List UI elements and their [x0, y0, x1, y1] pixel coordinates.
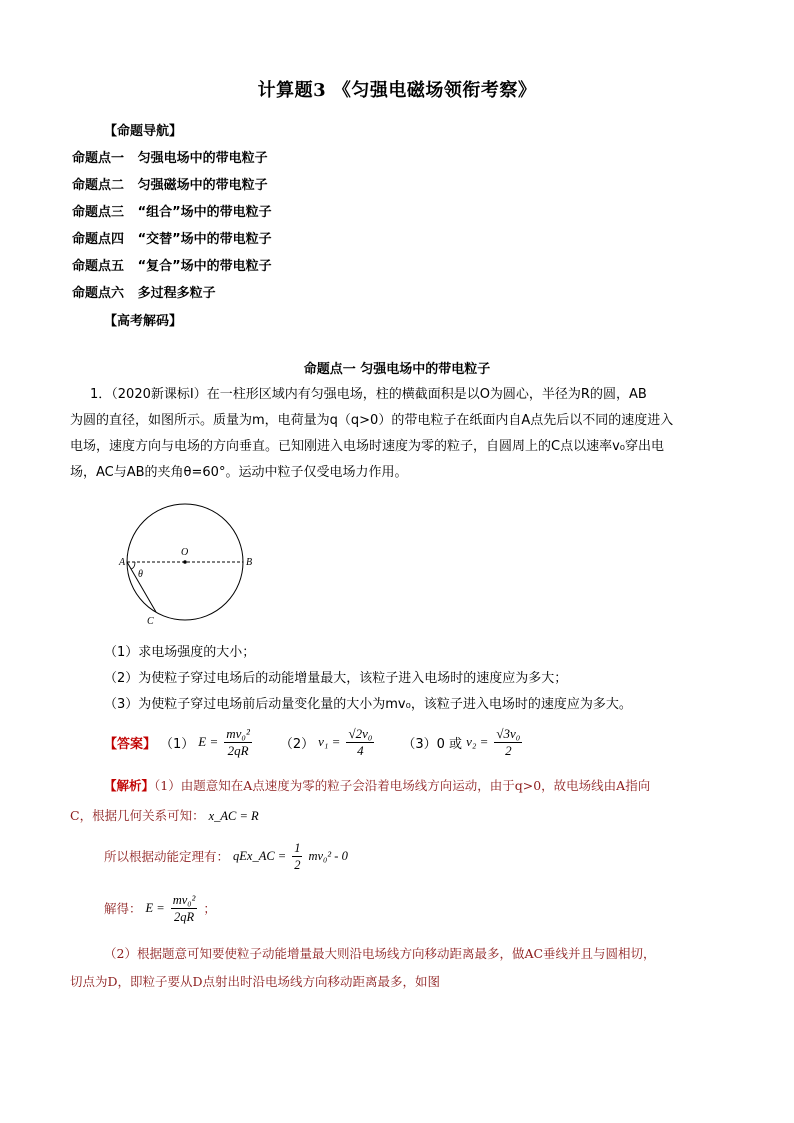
solution-line-5: （2）根据题意可知要使粒子动能增量最大则沿电场线方向移动距离最多，做AC垂线并且与圆相切， — [104, 946, 656, 961]
answer-line — [104, 724, 524, 760]
problem-line: 为圆的直径，如图所示。质量为m，电荷量为q（q>0）的带电粒子在纸面内自A点先后以不同的速度进入 — [70, 413, 674, 428]
page-title: 计算题3 《匀强电磁场领衔考察》 — [257, 80, 537, 101]
fraction-den: 2 — [294, 857, 301, 872]
answer-v1-num: √2v₀ — [348, 725, 373, 741]
answer-v1-fraction — [346, 726, 374, 759]
toc-item — [72, 174, 268, 193]
toc-topic: “交替”场中的带电粒子 — [137, 232, 272, 247]
toc-point: 命题点四 — [72, 232, 125, 247]
toc-item — [72, 255, 272, 274]
toc-topic: “组合”场中的带电粒子 — [137, 205, 272, 220]
answer-v1-lhs: v₁ = — [318, 734, 341, 749]
solution-text: ； — [203, 901, 216, 916]
solution-math: E = — [145, 900, 165, 915]
toc-point: 命题点六 — [72, 286, 125, 301]
answer-v2-num: √3v₀ — [496, 725, 521, 741]
answer-v2-den: 2 — [505, 742, 512, 758]
section-heading: 命题点一 匀强电场中的带电粒子 — [303, 362, 491, 377]
label-o: O — [181, 547, 189, 558]
question-3: （3）为使粒子穿过电场前后动量变化量的大小为mv₀，该粒子进入电场时的速度应为多大。 — [104, 697, 632, 712]
fraction-num: mv₀² — [172, 892, 196, 907]
answer-part-3: （3）0 或 — [402, 736, 463, 752]
solution-fraction — [171, 892, 198, 925]
answer-e-lhs: E = — [198, 734, 219, 749]
solution-text: 解得： — [104, 901, 142, 916]
answer-part-2: （2） — [279, 736, 315, 752]
problem-line: 场，AC与AB的夹角θ=60°。运动中粒子仅受电场力作用。 — [70, 465, 408, 480]
problem-line: 1．（2020新课标Ⅰ）在一柱形区域内有匀强电场，柱的横截面积是以O为圆心，半径为R的圆，AB — [90, 387, 647, 402]
angle-arc — [131, 562, 135, 569]
answer-e-num: mv₀² — [226, 725, 250, 741]
problem-line: 电场，速度方向与电场的方向垂直。已知刚进入电场时速度为零的粒子，自圆周上的C点以速率v₀穿出电 — [70, 439, 664, 454]
nav-heading: 【命题导航】 — [104, 124, 183, 139]
answer-part-1: （1） — [160, 736, 195, 752]
solution-line-3 — [104, 838, 348, 874]
label-c: C — [147, 616, 154, 627]
center-point — [183, 560, 187, 564]
answer-v1-den: 4 — [357, 742, 364, 758]
solution-math: mv₀² - 0 — [308, 848, 348, 863]
solution-text: （1）由题意知在A点速度为零的粒子会沿着电场线方向运动，由于q>0，故电场线由A指向 — [154, 778, 651, 793]
toc-point: 命题点二 — [72, 178, 125, 193]
toc-topic: “复合”场中的带电粒子 — [137, 259, 272, 274]
toc-point: 命题点五 — [72, 259, 125, 274]
fraction-num: 1 — [294, 840, 301, 855]
label-b: B — [246, 557, 253, 568]
solution-fraction — [292, 840, 302, 873]
answer-v2-lhs: v₂ = — [466, 734, 489, 749]
label-a: A — [119, 557, 126, 568]
question-1: （1）求电场强度的大小； — [104, 645, 256, 660]
solution-text: C，根据几何关系可知： — [70, 808, 205, 823]
solution-line-1 — [104, 776, 650, 794]
answer-v2-fraction — [494, 726, 522, 759]
label-theta: θ — [138, 569, 143, 580]
circle-figure — [118, 500, 268, 630]
toc-point: 命题点三 — [72, 205, 125, 220]
toc-topic: 匀强电场中的带电粒子 — [137, 151, 268, 166]
decode-heading: 【高考解码】 — [104, 314, 183, 329]
fraction-den: 2qR — [173, 909, 195, 924]
toc-topic: 匀强磁场中的带电粒子 — [137, 178, 268, 193]
toc-item — [72, 228, 272, 247]
solution-text: 所以根据动能定理有： — [104, 849, 230, 864]
toc-item — [72, 282, 216, 301]
toc-item — [72, 201, 272, 220]
solution-line-4 — [104, 890, 216, 926]
answer-e-fraction — [224, 726, 252, 759]
solution-math: x_AC = R — [208, 809, 259, 823]
toc-point: 命题点一 — [72, 151, 125, 166]
toc-item — [72, 147, 268, 166]
solution-line-2 — [70, 806, 259, 824]
solution-math: qEx_AC = — [233, 848, 287, 863]
solution-line-6: 切点为D，即粒子要从D点射出时沿电场线方向移动距离最多，如图 — [70, 974, 441, 989]
answer-tag: 【答案】 — [104, 736, 157, 752]
toc-topic: 多过程多粒子 — [137, 286, 216, 301]
answer-e-den: 2qR — [227, 742, 249, 758]
question-2: （2）为使粒子穿过电场后的动能增量最大，该粒子进入电场时的速度应为多大； — [104, 671, 568, 686]
solution-tag: 【解析】 — [104, 778, 155, 793]
